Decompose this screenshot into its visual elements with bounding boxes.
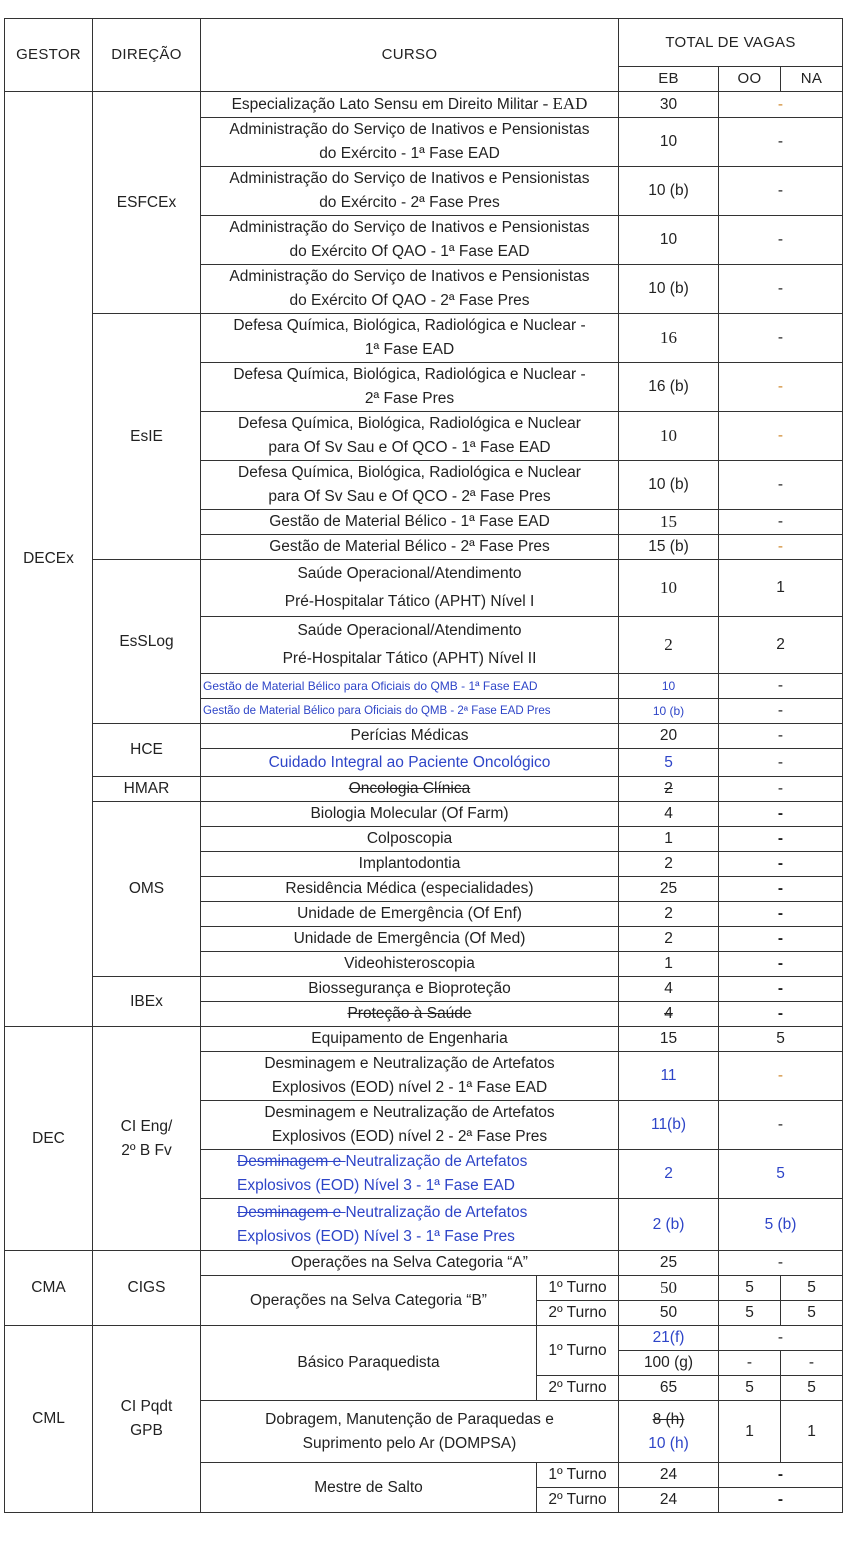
eb-cell: 15: [619, 1027, 719, 1052]
curso-cell: Implantodontia: [201, 852, 619, 877]
turno-cell: 2º Turno: [537, 1301, 619, 1326]
curso-cell: Unidade de Emergência (Of Enf): [201, 902, 619, 927]
oo-na-cell: 5 (b): [719, 1199, 843, 1251]
turno-cell: 2º Turno: [537, 1488, 619, 1513]
oo-cell: 1: [719, 1401, 781, 1463]
oo-na-cell: -: [719, 749, 843, 777]
turno-cell: 2º Turno: [537, 1376, 619, 1401]
direcao-cieng: CI Eng/ 2º B Fv: [93, 1027, 201, 1251]
oo-cell: 5: [719, 1301, 781, 1326]
direcao-esfcex: ESFCEx: [93, 92, 201, 314]
oo-na-cell: -: [719, 877, 843, 902]
curso-cell: Defesa Química, Biológica, Radiológica e Nuclear para Of Sv Sau e Of QCO - 2ª Fase Pres: [201, 461, 619, 510]
curso-cell: Colposcopia: [201, 827, 619, 852]
curso-cell: Desminagem e Neutralização de Artefatos Explosivos (EOD) nível 2 - 2ª Fase Pres: [201, 1101, 619, 1150]
header-gestor: GESTOR: [5, 19, 93, 92]
eb-cell: 11: [619, 1052, 719, 1101]
oo-cell: -: [719, 1351, 781, 1376]
oo-na-cell: -: [719, 852, 843, 877]
curso-cell: Gestão de Material Bélico para Oficiais do QMB - 2ª Fase EAD Pres: [201, 699, 619, 724]
eb-cell: 2: [619, 927, 719, 952]
eb-cell: 21(f): [619, 1326, 719, 1351]
direcao-esslog: EsSLog: [93, 560, 201, 724]
curso-cell: Cuidado Integral ao Paciente Oncológico: [201, 749, 619, 777]
oo-na-cell: -: [719, 167, 843, 216]
header-oo: OO: [719, 67, 781, 92]
oo-na-cell: 1: [719, 560, 843, 617]
header-eb: EB: [619, 67, 719, 92]
eb-cell: 20: [619, 724, 719, 749]
direcao-ibex: IBEx: [93, 977, 201, 1027]
curso-cell: Oncologia Clínica: [201, 777, 619, 802]
oo-na-cell: -: [719, 363, 843, 412]
eb-cell: 10: [619, 216, 719, 265]
curso-cell: Proteção à Saúde: [201, 1002, 619, 1027]
eb-cell: 25: [619, 877, 719, 902]
oo-na-cell: 5: [719, 1027, 843, 1052]
eb-cell: 10: [619, 412, 719, 461]
gestor-cma: CMA: [5, 1251, 93, 1326]
eb-cell: 2: [619, 777, 719, 802]
curso-cell: Especialização Lato Sensu em Direito Militar - EAD: [201, 92, 619, 118]
curso-cell: Operações na Selva Categoria “B”: [201, 1276, 537, 1326]
curso-cell: Defesa Química, Biológica, Radiológica e Nuclear - 1ª Fase EAD: [201, 314, 619, 363]
eb-cell: 16 (b): [619, 363, 719, 412]
turno-cell: 1º Turno: [537, 1326, 619, 1376]
oo-na-cell: -: [719, 927, 843, 952]
eb-cell: 4: [619, 977, 719, 1002]
na-cell: 1: [781, 1401, 843, 1463]
na-cell: 5: [781, 1301, 843, 1326]
oo-na-cell: -: [719, 510, 843, 535]
oo-na-cell: -: [719, 1002, 843, 1027]
eb-cell: 25: [619, 1251, 719, 1276]
oo-na-cell: -: [719, 1463, 843, 1488]
eb-cell: 2: [619, 1150, 719, 1199]
curso-cell: Operações na Selva Categoria “A”: [201, 1251, 619, 1276]
curso-cell: Residência Médica (especialidades): [201, 877, 619, 902]
curso-cell: Desminagem e Neutralização de Artefatos Explosivos (EOD) Nível 3 - 1ª Fase Pres: [201, 1199, 619, 1251]
oo-na-cell: -: [719, 952, 843, 977]
eb-cell: 11(b): [619, 1101, 719, 1150]
oo-na-cell: -: [719, 1251, 843, 1276]
curso-cell: Saúde Operacional/Atendimento Pré-Hospitalar Tático (APHT) Nível I: [201, 560, 619, 617]
oo-na-cell: -: [719, 92, 843, 118]
oo-na-cell: -: [719, 314, 843, 363]
oo-na-cell: -: [719, 699, 843, 724]
eb-cell: 15: [619, 510, 719, 535]
curso-cell: Defesa Química, Biológica, Radiológica e Nuclear - 2ª Fase Pres: [201, 363, 619, 412]
direcao-cigs: CIGS: [93, 1251, 201, 1326]
oo-na-cell: -: [719, 461, 843, 510]
eb-cell: 10: [619, 674, 719, 699]
curso-cell: Desminagem e Neutralização de Artefatos Explosivos (EOD) Nível 3 - 1ª Fase EAD: [201, 1150, 619, 1199]
eb-cell: 10: [619, 118, 719, 167]
oo-na-cell: -: [719, 535, 843, 560]
oo-na-cell: -: [719, 265, 843, 314]
curso-cell: Gestão de Material Bélico - 2ª Fase Pres: [201, 535, 619, 560]
curso-cell: Básico Paraquedista: [201, 1326, 537, 1401]
oo-na-cell: -: [719, 674, 843, 699]
eb-cell: 10 (b): [619, 461, 719, 510]
eb-cell: 65: [619, 1376, 719, 1401]
oo-na-cell: 5: [719, 1150, 843, 1199]
oo-na-cell: -: [719, 216, 843, 265]
curso-cell: Unidade de Emergência (Of Med): [201, 927, 619, 952]
direcao-oms: OMS: [93, 802, 201, 977]
eb-cell: 30: [619, 92, 719, 118]
oo-na-cell: -: [719, 1052, 843, 1101]
gestor-decex: DECEx: [5, 92, 93, 1027]
header-curso: CURSO: [201, 19, 619, 92]
oo-cell: 5: [719, 1276, 781, 1301]
eb-cell: 10: [619, 560, 719, 617]
eb-cell: 24: [619, 1488, 719, 1513]
curso-cell: Biologia Molecular (Of Farm): [201, 802, 619, 827]
header-total-vagas: TOTAL DE VAGAS: [619, 19, 843, 67]
eb-cell: 24: [619, 1463, 719, 1488]
curso-cell: Saúde Operacional/Atendimento Pré-Hospitalar Tático (APHT) Nível II: [201, 617, 619, 674]
oo-cell: 5: [719, 1376, 781, 1401]
eb-cell: 2 (b): [619, 1199, 719, 1251]
eb-cell: 1: [619, 827, 719, 852]
turno-cell: 1º Turno: [537, 1276, 619, 1301]
curso-cell: Desminagem e Neutralização de Artefatos Explosivos (EOD) nível 2 - 1ª Fase EAD: [201, 1052, 619, 1101]
direcao-esie: EsIE: [93, 314, 201, 560]
curso-cell: Equipamento de Engenharia: [201, 1027, 619, 1052]
eb-cell: 4: [619, 802, 719, 827]
eb-cell: 15 (b): [619, 535, 719, 560]
curso-cell: Administração do Serviço de Inativos e Pensionistas do Exército - 1ª Fase EAD: [201, 118, 619, 167]
vagas-table: [4, 18, 843, 1513]
eb-cell: 50: [619, 1276, 719, 1301]
oo-na-cell: -: [719, 777, 843, 802]
oo-na-cell: -: [719, 118, 843, 167]
oo-na-cell: -: [719, 1101, 843, 1150]
curso-cell: Gestão de Material Bélico - 1ª Fase EAD: [201, 510, 619, 535]
curso-cell: Videohisteroscopia: [201, 952, 619, 977]
vagas-table-wrapper: [4, 18, 843, 1513]
oo-na-cell: -: [719, 724, 843, 749]
gestor-cml: CML: [5, 1326, 93, 1513]
direcao-hmar: HMAR: [93, 777, 201, 802]
oo-na-cell: -: [719, 1488, 843, 1513]
curso-cell: Dobragem, Manutenção de Paraquedas e Suprimento pelo Ar (DOMPSA): [201, 1401, 619, 1463]
na-cell: 5: [781, 1276, 843, 1301]
oo-na-cell: -: [719, 1326, 843, 1351]
oo-na-cell: 2: [719, 617, 843, 674]
turno-cell: 1º Turno: [537, 1463, 619, 1488]
curso-cell: Mestre de Salto: [201, 1463, 537, 1513]
curso-cell: Gestão de Material Bélico para Oficiais do QMB - 1ª Fase EAD: [201, 674, 619, 699]
header-direcao: DIREÇÃO: [93, 19, 201, 92]
oo-na-cell: -: [719, 802, 843, 827]
eb-cell: 2: [619, 617, 719, 674]
curso-cell: Perícias Médicas: [201, 724, 619, 749]
oo-na-cell: -: [719, 977, 843, 1002]
oo-na-cell: -: [719, 827, 843, 852]
eb-cell: 2: [619, 852, 719, 877]
na-cell: 5: [781, 1376, 843, 1401]
eb-cell: 10 (b): [619, 167, 719, 216]
na-cell: -: [781, 1351, 843, 1376]
eb-cell: 16: [619, 314, 719, 363]
eb-cell: 8 (h) 10 (h): [619, 1401, 719, 1463]
oo-na-cell: -: [719, 412, 843, 461]
direcao-cipqdt: CI Pqdt GPB: [93, 1326, 201, 1513]
eb-cell: 100 (g): [619, 1351, 719, 1376]
eb-cell: 2: [619, 902, 719, 927]
gestor-dec: DEC: [5, 1027, 93, 1251]
header-na: NA: [781, 67, 843, 92]
curso-cell: Defesa Química, Biológica, Radiológica e Nuclear para Of Sv Sau e Of QCO - 1ª Fase EAD: [201, 412, 619, 461]
direcao-hce: HCE: [93, 724, 201, 777]
eb-cell: 5: [619, 749, 719, 777]
curso-cell: Biossegurança e Bioproteção: [201, 977, 619, 1002]
eb-cell: 4: [619, 1002, 719, 1027]
eb-cell: 10 (b): [619, 699, 719, 724]
eb-cell: 1: [619, 952, 719, 977]
curso-cell: Administração do Serviço de Inativos e Pensionistas do Exército - 2ª Fase Pres: [201, 167, 619, 216]
eb-cell: 50: [619, 1301, 719, 1326]
curso-cell: Administração do Serviço de Inativos e Pensionistas do Exército Of QAO - 1ª Fase EAD: [201, 216, 619, 265]
curso-cell: Administração do Serviço de Inativos e Pensionistas do Exército Of QAO - 2ª Fase Pres: [201, 265, 619, 314]
oo-na-cell: -: [719, 902, 843, 927]
eb-cell: 10 (b): [619, 265, 719, 314]
